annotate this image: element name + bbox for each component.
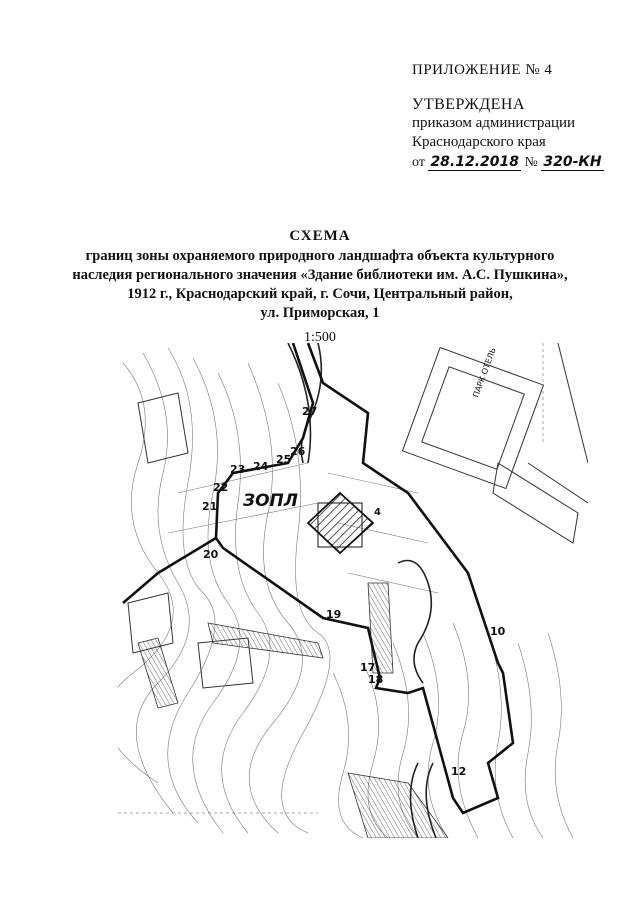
date-prefix: от (412, 155, 425, 170)
vertex-22: 22 (213, 481, 229, 494)
zone-label: ЗОПЛ (243, 491, 298, 511)
protected-object (308, 493, 373, 553)
approval-block (412, 95, 575, 152)
vertex-23: 23 (230, 463, 246, 476)
approved-by-line1: приказом администрации (412, 115, 576, 131)
title-heading: СХЕМА (289, 228, 351, 244)
vertex-10: 10 (490, 625, 506, 638)
title-line-2: наследия регионального значения «Здание библиотеки им. А.С. Пушкина», (72, 267, 568, 283)
decree-line (412, 154, 604, 171)
topographic-background (118, 348, 573, 838)
site-plan-map (118, 343, 588, 838)
object-vertex-4: 4 (374, 507, 381, 518)
title-line-4: ул. Приморская, 1 (260, 305, 380, 321)
appendix-label: ПРИЛОЖЕНИЕ № 4 (412, 62, 553, 78)
vertex-17: 17 (360, 661, 376, 674)
decree-date: 28.12.2018 (430, 154, 520, 170)
vertex-12: 12 (451, 765, 467, 778)
vertex-24: 24 (253, 460, 269, 473)
decree-number: 320-КН (543, 154, 602, 170)
stairways (138, 583, 448, 838)
vertex-26: 26 (290, 445, 306, 458)
vertex-27: 27 (302, 405, 318, 418)
title-line-1: границ зоны охраняемого природного ландшафта объекта культурного (85, 248, 555, 264)
vertex-20: 20 (203, 548, 219, 561)
map-scale: 1:500 (304, 330, 336, 345)
street-label: ПАРК ОТЕЛЬ (471, 346, 498, 399)
vertex-21: 21 (202, 500, 218, 513)
document-title (60, 227, 580, 323)
vertex-18: 18 (368, 673, 384, 686)
number-prefix: № (524, 155, 538, 170)
approved-by-line2: Краснодарского края (412, 134, 546, 150)
approved-label: УТВЕРЖДЕНА (412, 96, 526, 113)
vertex-19: 19 (326, 608, 342, 621)
title-line-3: 1912 г., Краснодарский край, г. Сочи, Центральный район, (127, 286, 513, 302)
vertex-25: 25 (276, 453, 292, 466)
